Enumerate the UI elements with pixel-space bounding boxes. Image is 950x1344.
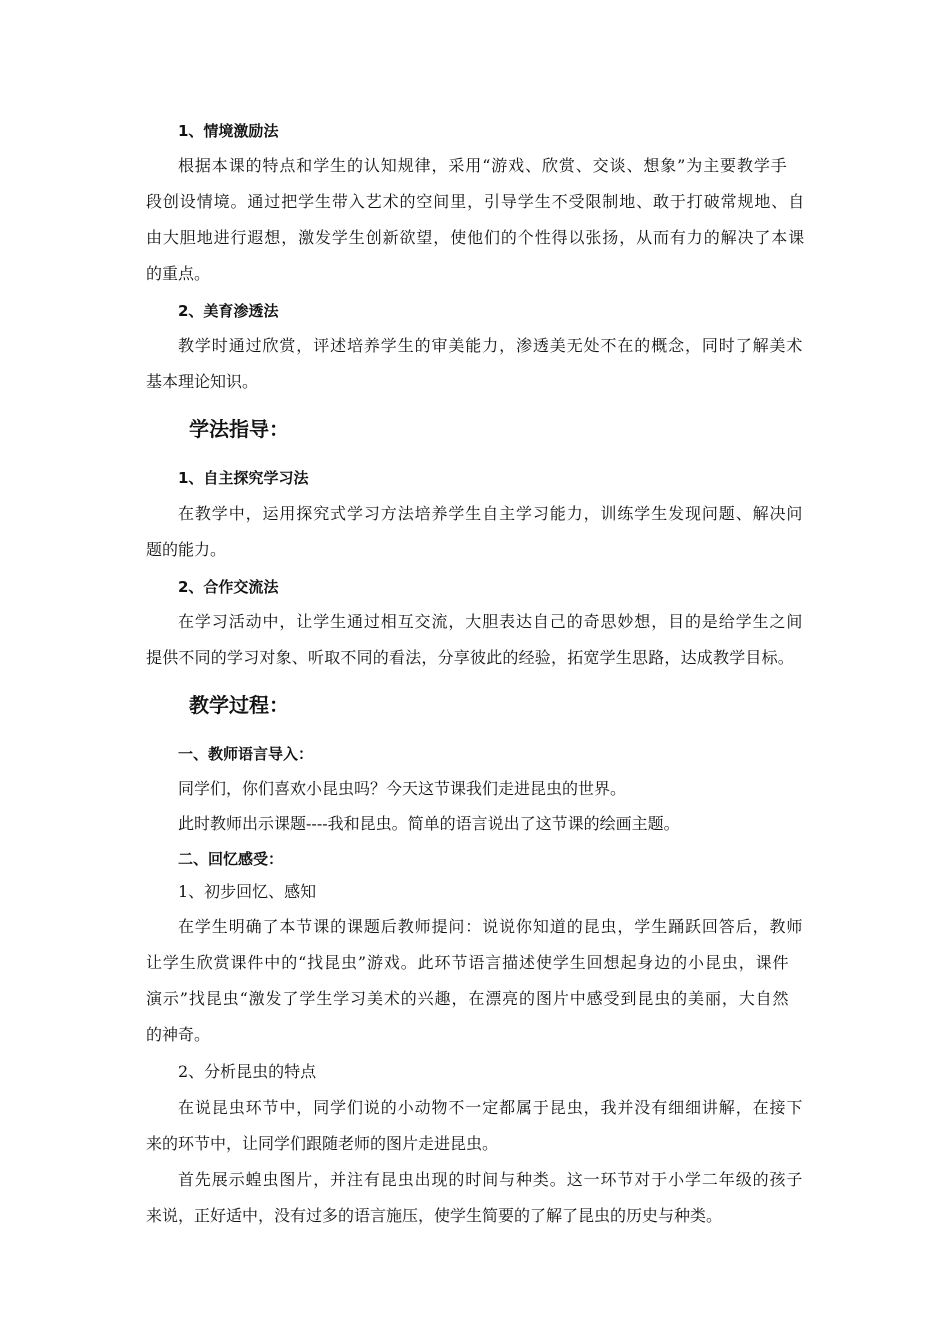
method-1-line-2: 段创设情境。通过把学生带入艺术的空间里，引导学生不受限制地、敢于打破常规地、自 <box>146 192 806 211</box>
teaching-process-heading: 教学过程： <box>189 693 289 717</box>
process-1-title: 一、教师语言导入： <box>178 745 314 763</box>
process-2-sub2-title: 2、分析昆虫的特点 <box>178 1062 317 1081</box>
method-2-line-1: 教学时通过欣赏，评述培养学生的审美能力，渗透美无处不在的概念，同时了解美术 <box>178 336 804 355</box>
study-1-line-1: 在教学中，运用探究式学习方法培养学生自主学习能力，训练学生发现问题、解决问 <box>178 504 804 523</box>
method-1-line-1: 根据本课的特点和学生的认知规律，采用“游戏、欣赏、交谈、想象”为主要教学手 <box>178 156 788 175</box>
method-2-title: 2、美育渗透法 <box>178 302 279 320</box>
process-2-sub1-title: 1、初步回忆、感知 <box>178 882 317 901</box>
process-2-sub1-line-1: 在学生明确了本节课的课题后教师提问：说说你知道的昆虫，学生踊跃回答后，教师 <box>178 917 804 936</box>
study-guidance-heading: 学法指导： <box>189 417 289 441</box>
process-2-sub2-line-2: 来的环节中，让同学们跟随老师的图片走进昆虫。 <box>146 1134 499 1153</box>
process-2-sub1-line-2: 让学生欣赏课件中的“找昆虫”游戏。此环节语言描述使学生回想起身边的小昆虫，课件 <box>146 953 790 972</box>
process-1-line-1: 同学们，你们喜欢小昆虫吗？今天这节课我们走进昆虫的世界。 <box>178 779 627 798</box>
study-2-line-2: 提供不同的学习对象、听取不同的看法，分享彼此的经验，拓宽学生思路，达成教学目标。 <box>146 648 795 667</box>
study-1-title: 1、自主探究学习法 <box>178 469 309 487</box>
method-2-line-2: 基本理论知识。 <box>146 372 259 391</box>
study-1-line-2: 题的能力。 <box>146 540 227 559</box>
method-1-line-4: 的重点。 <box>146 264 211 283</box>
process-1-line-2: 此时教师出示课题----我和昆虫。简单的语言说出了这节课的绘画主题。 <box>178 814 680 833</box>
process-2-sub2-para2-line-1: 首先展示蝗虫图片，并注有昆虫出现的时间与种类。这一环节对于小学二年级的孩子 <box>178 1170 804 1189</box>
method-1-line-3: 由大胆地进行遐想，激发学生创新欲望，使他们的个性得以张扬，从而有力的解决了本课 <box>146 228 806 247</box>
study-2-line-1: 在学习活动中，让学生通过相互交流，大胆表达自己的奇思妙想，目的是给学生之间 <box>178 612 804 631</box>
process-2-title: 二、回忆感受： <box>178 850 284 868</box>
process-2-sub2-line-1: 在说昆虫环节中，同学们说的小动物不一定都属于昆虫，我并没有细细讲解，在接下 <box>178 1098 804 1117</box>
process-2-sub1-line-4: 的神奇。 <box>146 1025 211 1044</box>
method-1-title: 1、情境激励法 <box>178 122 279 140</box>
process-2-sub2-para2-line-2: 来说，正好适中，没有过多的语言施压，使学生简要的了解了昆虫的历史与种类。 <box>146 1206 723 1225</box>
study-2-title: 2、合作交流法 <box>178 578 279 596</box>
process-2-sub1-line-3: 演示”找昆虫“激发了学生学习美术的兴趣，在漂亮的图片中感受到昆虫的美丽，大自然 <box>146 989 790 1008</box>
